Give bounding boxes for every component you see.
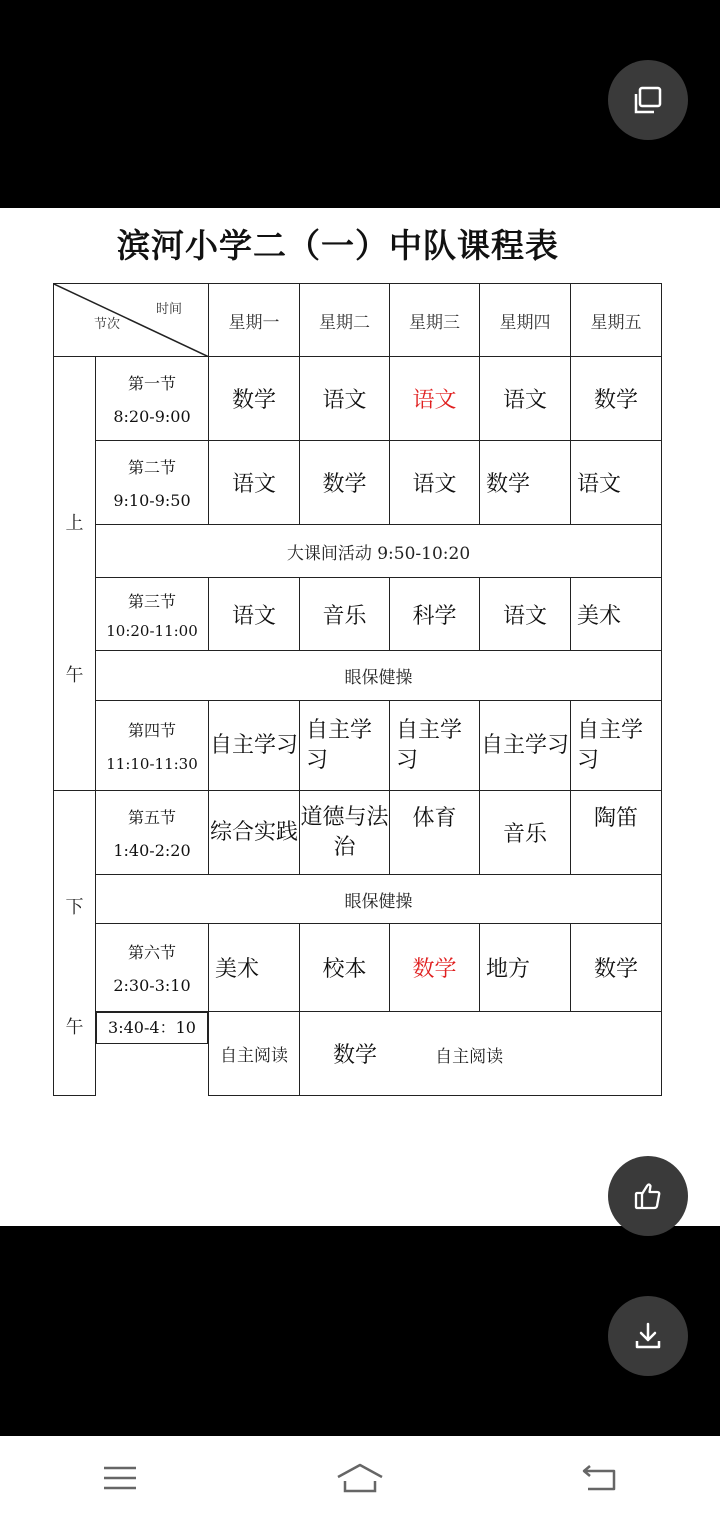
subject-cell: 自主学习 bbox=[480, 701, 571, 791]
header-row bbox=[54, 284, 662, 357]
period-row bbox=[54, 357, 662, 441]
subject-cell: 语文 bbox=[480, 357, 571, 441]
subject-cell: 音乐 bbox=[300, 578, 390, 651]
subject-cell: 自主学习 bbox=[390, 701, 480, 791]
period-row bbox=[54, 578, 662, 651]
morning-label: 上 午 bbox=[54, 357, 96, 791]
period-row bbox=[54, 791, 662, 875]
timetable bbox=[53, 283, 662, 1096]
subject-cell: 自主学习 bbox=[571, 701, 662, 791]
subject-cell: 数学 bbox=[571, 357, 662, 441]
subject-cell: 语文 bbox=[571, 441, 662, 525]
reading-merged-cell: 数学 自主阅读 bbox=[300, 1012, 662, 1096]
subject-cell: 语文 bbox=[209, 441, 300, 525]
period-cell: 第一节 8:20-9:00 bbox=[96, 357, 209, 441]
menu-icon bbox=[102, 1464, 138, 1492]
eye-exercise-row bbox=[54, 875, 662, 924]
copy-icon bbox=[630, 82, 666, 118]
day-header: 星期二 bbox=[300, 284, 390, 357]
break-row bbox=[54, 525, 662, 578]
page-title: 滨河小学二（一）中队课程表 bbox=[117, 226, 559, 265]
eye-exercise: 眼保健操 bbox=[96, 651, 662, 701]
period-cell: 第五节 1:40-2:20 bbox=[96, 791, 209, 875]
subject-cell: 数学 bbox=[209, 357, 300, 441]
subject-cell: 美术 bbox=[209, 924, 300, 1012]
reading-time: 3:40-4：10 bbox=[96, 1012, 208, 1044]
subject-cell: 陶笛 bbox=[571, 791, 662, 875]
subject-cell: 道德与法治 bbox=[300, 791, 390, 875]
subject-cell: 地方 bbox=[480, 924, 571, 1012]
subject-cell: 数学 bbox=[480, 441, 571, 525]
reading-row bbox=[54, 1012, 662, 1096]
reading-cell: 自主阅读 bbox=[209, 1012, 300, 1096]
corner-cell bbox=[54, 284, 209, 357]
subject-cell: 综合实践 bbox=[209, 791, 300, 875]
back-icon bbox=[580, 1463, 620, 1493]
corner-time-label: 时间 bbox=[155, 302, 182, 317]
subject-cell: 自主学习 bbox=[300, 701, 390, 791]
afternoon-label: 下 午 bbox=[54, 791, 96, 1096]
subject-cell: 数学 bbox=[571, 924, 662, 1012]
day-header: 星期三 bbox=[390, 284, 480, 357]
thumbs-up-icon bbox=[630, 1178, 666, 1214]
home-icon bbox=[335, 1461, 385, 1495]
period-cell: 第二节 9:10-9:50 bbox=[96, 441, 209, 525]
like-button[interactable] bbox=[608, 1156, 688, 1236]
subject-cell: 科学 bbox=[390, 578, 480, 651]
break-activity: 大课间活动 9:50-10:20 bbox=[96, 525, 662, 578]
subject-cell-highlighted: 语文 bbox=[390, 357, 480, 441]
subject-cell: 数学 bbox=[300, 441, 390, 525]
timetable-document bbox=[0, 208, 720, 1226]
day-header: 星期一 bbox=[209, 284, 300, 357]
subject-cell: 体育 bbox=[390, 791, 480, 875]
back-button[interactable] bbox=[560, 1448, 640, 1508]
period-row bbox=[54, 441, 662, 525]
subject-cell: 语文 bbox=[300, 357, 390, 441]
system-nav-bar bbox=[0, 1436, 720, 1520]
subject-cell: 音乐 bbox=[480, 791, 571, 875]
copy-button[interactable] bbox=[608, 60, 688, 140]
corner-period-label: 节次 bbox=[94, 317, 121, 332]
subject-cell: 语文 bbox=[209, 578, 300, 651]
period-cell: 第三节 10:20-11:00 bbox=[96, 578, 209, 651]
home-button[interactable] bbox=[320, 1448, 400, 1508]
eye-exercise: 眼保健操 bbox=[96, 875, 662, 924]
subject-cell: 语文 bbox=[480, 578, 571, 651]
period-row bbox=[54, 701, 662, 791]
subject-cell: 校本 bbox=[300, 924, 390, 1012]
period-row bbox=[54, 924, 662, 1012]
eye-exercise-row bbox=[54, 651, 662, 701]
recent-apps-button[interactable] bbox=[80, 1448, 160, 1508]
day-header: 星期四 bbox=[480, 284, 571, 357]
subject-cell: 自主学习 bbox=[209, 701, 300, 791]
download-icon bbox=[630, 1318, 666, 1354]
day-header: 星期五 bbox=[571, 284, 662, 357]
period-cell: 第四节 11:10-11:30 bbox=[96, 701, 209, 791]
subject-cell: 语文 bbox=[390, 441, 480, 525]
download-button[interactable] bbox=[608, 1296, 688, 1376]
corner-diagonal bbox=[54, 284, 209, 357]
subject-cell: 美术 bbox=[571, 578, 662, 651]
subject-cell-highlighted: 数学 bbox=[390, 924, 480, 1012]
period-cell: 第六节 2:30-3:10 bbox=[96, 924, 209, 1012]
